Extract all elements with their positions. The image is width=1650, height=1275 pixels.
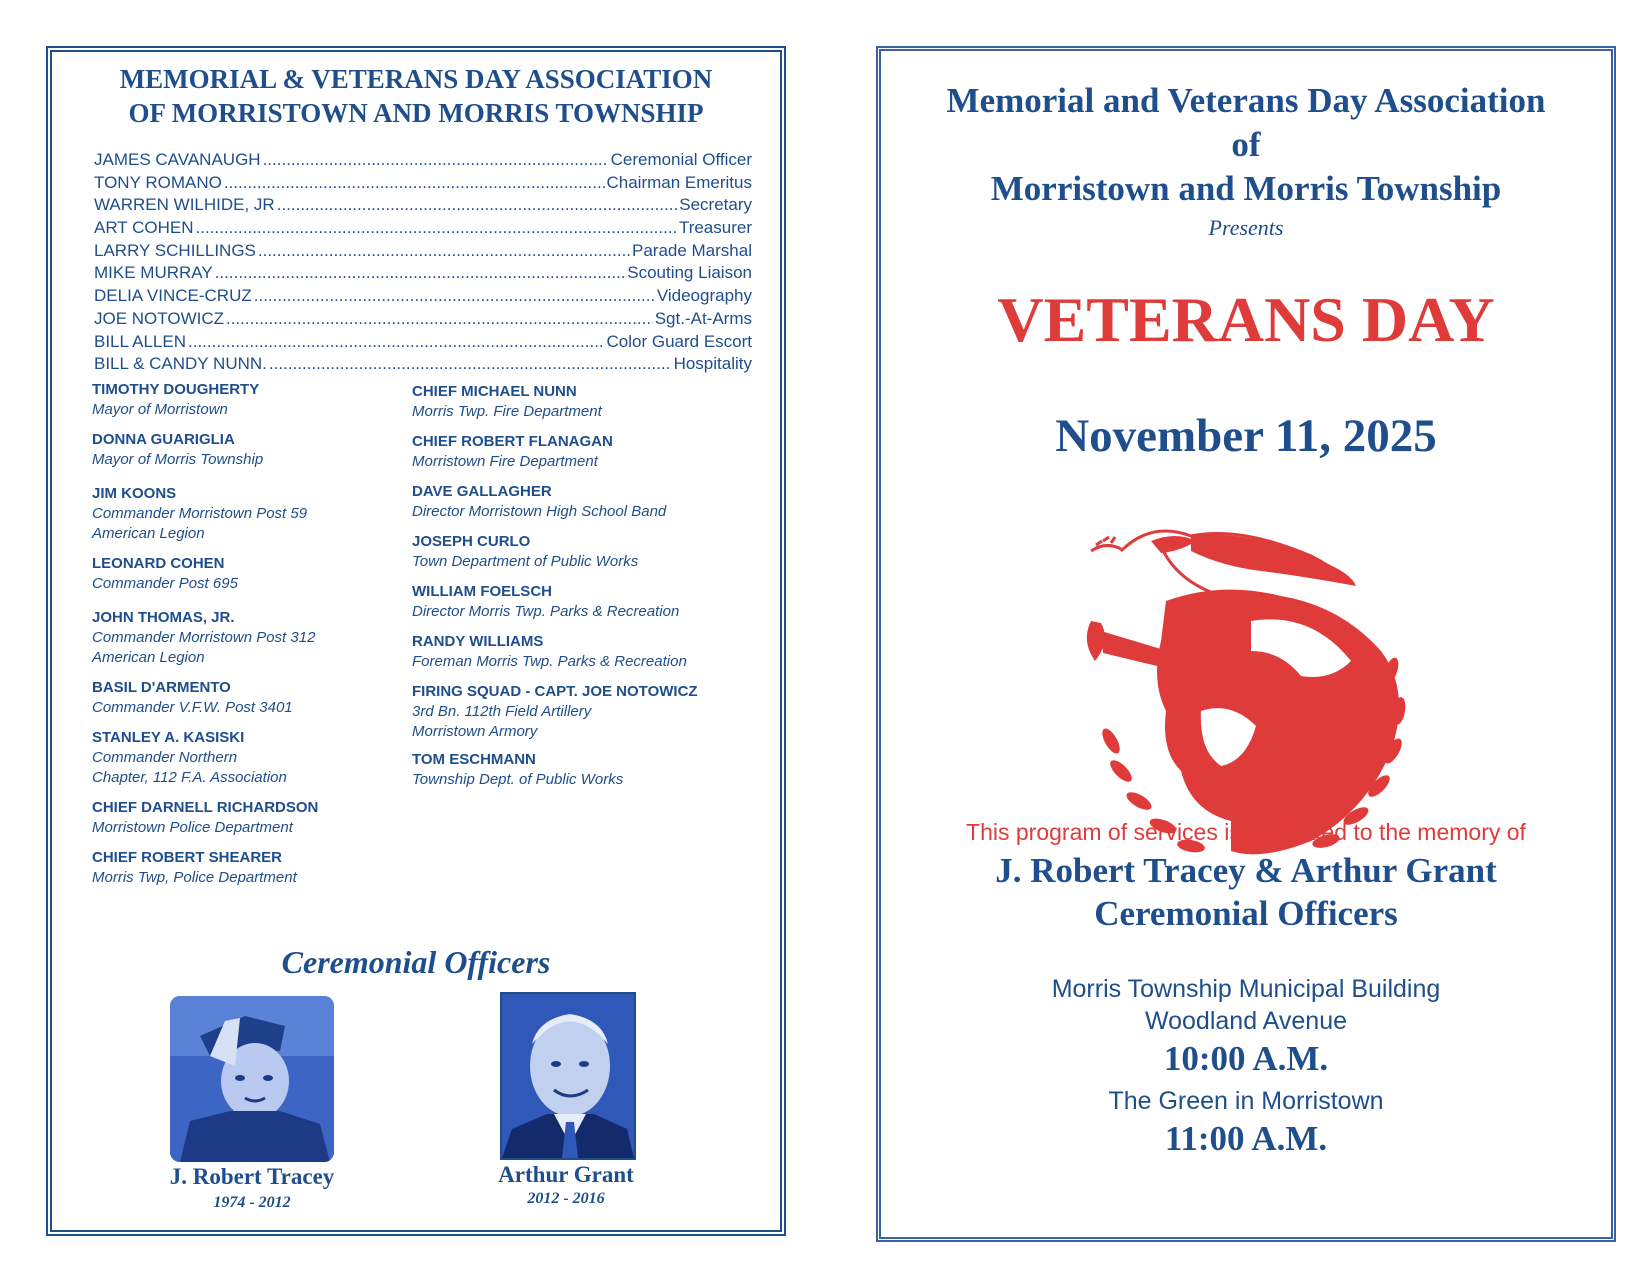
member-title: Morris Twp, Police Department [92,869,297,886]
portrait-image [502,994,634,1158]
member-title: Director Morristown High School Band [412,503,667,520]
dot-leader [196,218,677,238]
member-name: JOSEPH CURLO [412,533,531,550]
member-entry [92,554,238,594]
saluting-veteran-image [170,996,334,1162]
right-panel [876,46,1616,1242]
officer-role: Chairman Emeritus [606,172,752,192]
officer-name: MIKE MURRAY [94,263,213,283]
member-name: STANLEY A. KASISKI [92,729,245,746]
member-name: TIMOTHY DOUGHERTY [92,381,260,398]
member-name: CHIEF ROBERT SHEARER [92,849,283,866]
member-entry [412,432,613,472]
member-title: American Legion [92,649,205,666]
member-entry [92,430,263,470]
officer-role: Parade Marshal [631,240,752,260]
member-entry [412,682,698,742]
left-title-line2: OF MORRISTOWN AND MORRIS TOWNSHIP [128,98,704,128]
member-title: American Legion [92,525,205,542]
honorees-role: Ceremonial Officers [1094,894,1398,933]
officer-role: Scouting Liaison [627,263,752,283]
member-title: Chapter, 112 F.A. Association [92,769,287,786]
location1-line2: Woodland Avenue [1144,1007,1348,1035]
grant-years: 2012 - 2016 [527,1190,605,1207]
presents-text: Presents [1208,215,1284,240]
member-title: Town Department of Public Works [412,553,639,570]
member-entry [412,382,602,422]
officer-role: Ceremonial Officer [610,150,752,169]
member-name: TOM ESCHMANN [412,751,536,768]
member-title: 3rd Bn. 112th Field Artillery [412,703,592,720]
officer-role: Hospitality [673,354,752,374]
dot-leader [263,150,609,170]
officer-role: Videography [656,286,752,306]
left-panel [46,46,786,1236]
assoc-name-line1: Memorial and Veterans Day Association [946,81,1546,120]
member-entry [412,532,638,572]
bugler-emblem [1081,511,1421,871]
member-title: Mayor of Morris Township [92,451,264,468]
assoc-name-line3: Morristown and Morris Township [990,169,1502,208]
ceremonial-officers-heading: Ceremonial Officers [281,944,551,980]
member-title: Morristown Fire Department [412,453,598,470]
officer-name: LARRY SCHILLINGS [94,240,256,260]
location2: The Green in Morristown [1108,1087,1384,1115]
member-name: CHIEF DARNELL RICHARDSON [92,799,319,816]
officer-row [94,332,752,355]
member-entry [92,848,297,888]
member-name: JIM KOONS [92,485,177,502]
member-title: Commander Post 695 [92,575,238,592]
member-name: FIRING SQUAD - CAPT. JOE NOTOWICZ [412,683,698,700]
member-title: Director Morris Twp. Parks & Recreation [412,603,680,620]
member-entry [412,750,623,790]
officer-name: TONY ROMANO [94,172,222,192]
time2: 11:00 A.M. [1164,1119,1328,1158]
left-title-line1: MEMORIAL & VETERANS DAY ASSOCIATION [119,64,713,94]
member-title: Mayor of Morristown [92,401,228,418]
member-entry [412,482,666,522]
officer-row [94,286,752,309]
member-name: LEONARD COHEN [92,555,225,572]
dove-bugler-icon [1081,511,1421,871]
event-date: November 11, 2025 [1055,410,1437,462]
officer-name: BILL ALLEN [94,331,186,351]
tracey-name: J. Robert Tracey [169,1164,335,1189]
officer-name: JOE NOTOWICZ [94,308,225,328]
officer-role: Sgt.-At-Arms [654,308,752,328]
location1-line1: Morris Township Municipal Building [1051,975,1441,1003]
member-entry [412,632,687,672]
dot-leader [215,263,626,283]
officer-row [94,263,752,286]
officer-row [94,173,752,196]
member-title: Foreman Morris Twp. Parks & Recreation [412,653,687,670]
member-title: Morristown Police Department [92,819,293,836]
member-title: Commander Northern [92,749,238,766]
officer-name: WARREN WILHIDE, JR [94,195,275,215]
time1: 10:00 A.M. [1163,1039,1329,1078]
dot-leader [224,173,605,193]
member-title: Township Dept. of Public Works [412,771,624,788]
member-entry [92,380,259,420]
assoc-name-line2: of [1231,125,1261,164]
member-name: DAVE GALLAGHER [412,483,552,500]
honorees-names: J. Robert Tracey & Arthur Grant [995,851,1497,890]
dot-leader [269,354,672,374]
event-title: VETERANS DAY [997,284,1495,355]
member-name: JOHN THOMAS, JR. [92,609,235,626]
dot-leader [277,195,678,215]
member-title: Commander V.F.W. Post 3401 [92,699,293,716]
officer-row [94,150,752,173]
officer-role: Secretary [679,195,752,215]
officer-row [94,241,752,264]
dot-leader [254,286,655,306]
member-name: DONNA GUARIGLIA [92,431,235,448]
dot-leader [258,241,630,261]
officer-name: ART COHEN [94,218,194,238]
member-title: Commander Morristown Post 59 [92,505,308,522]
grant-name: Arthur Grant [498,1162,634,1187]
member-entry [92,678,293,718]
grant-photo [500,992,636,1160]
member-name: CHIEF MICHAEL NUNN [412,383,577,400]
member-name: BASIL D'ARMENTO [92,679,231,696]
officer-name: BILL & CANDY NUNN. [94,354,267,374]
dot-leader [226,309,653,329]
officer-role: Treasurer [678,218,752,238]
member-entry [92,484,307,544]
member-name: WILLIAM FOELSCH [412,583,552,600]
officer-name: JAMES CAVANAUGH [94,150,261,169]
tracey-years: 1974 - 2012 [213,1194,291,1211]
member-entry [412,582,679,622]
member-entry [92,608,315,668]
officer-row [94,354,752,377]
member-title: Commander Morristown Post 312 [92,629,316,646]
officer-list [94,150,752,377]
tracey-photo [170,996,334,1162]
member-entry [92,728,287,788]
member-title: Morristown Armory [412,723,538,740]
officer-name: DELIA VINCE-CRUZ [94,286,252,306]
member-name: RANDY WILLIAMS [412,633,544,650]
member-entry [92,798,318,838]
officer-role: Color Guard Escort [606,331,752,351]
officer-row [94,218,752,241]
member-title: Morris Twp. Fire Department [412,403,602,420]
officer-row [94,309,752,332]
member-name: CHIEF ROBERT FLANAGAN [412,433,613,450]
dot-leader [188,332,605,352]
dedication-text: This program of services is dedicated to the memory of [966,819,1526,845]
officer-row [94,195,752,218]
